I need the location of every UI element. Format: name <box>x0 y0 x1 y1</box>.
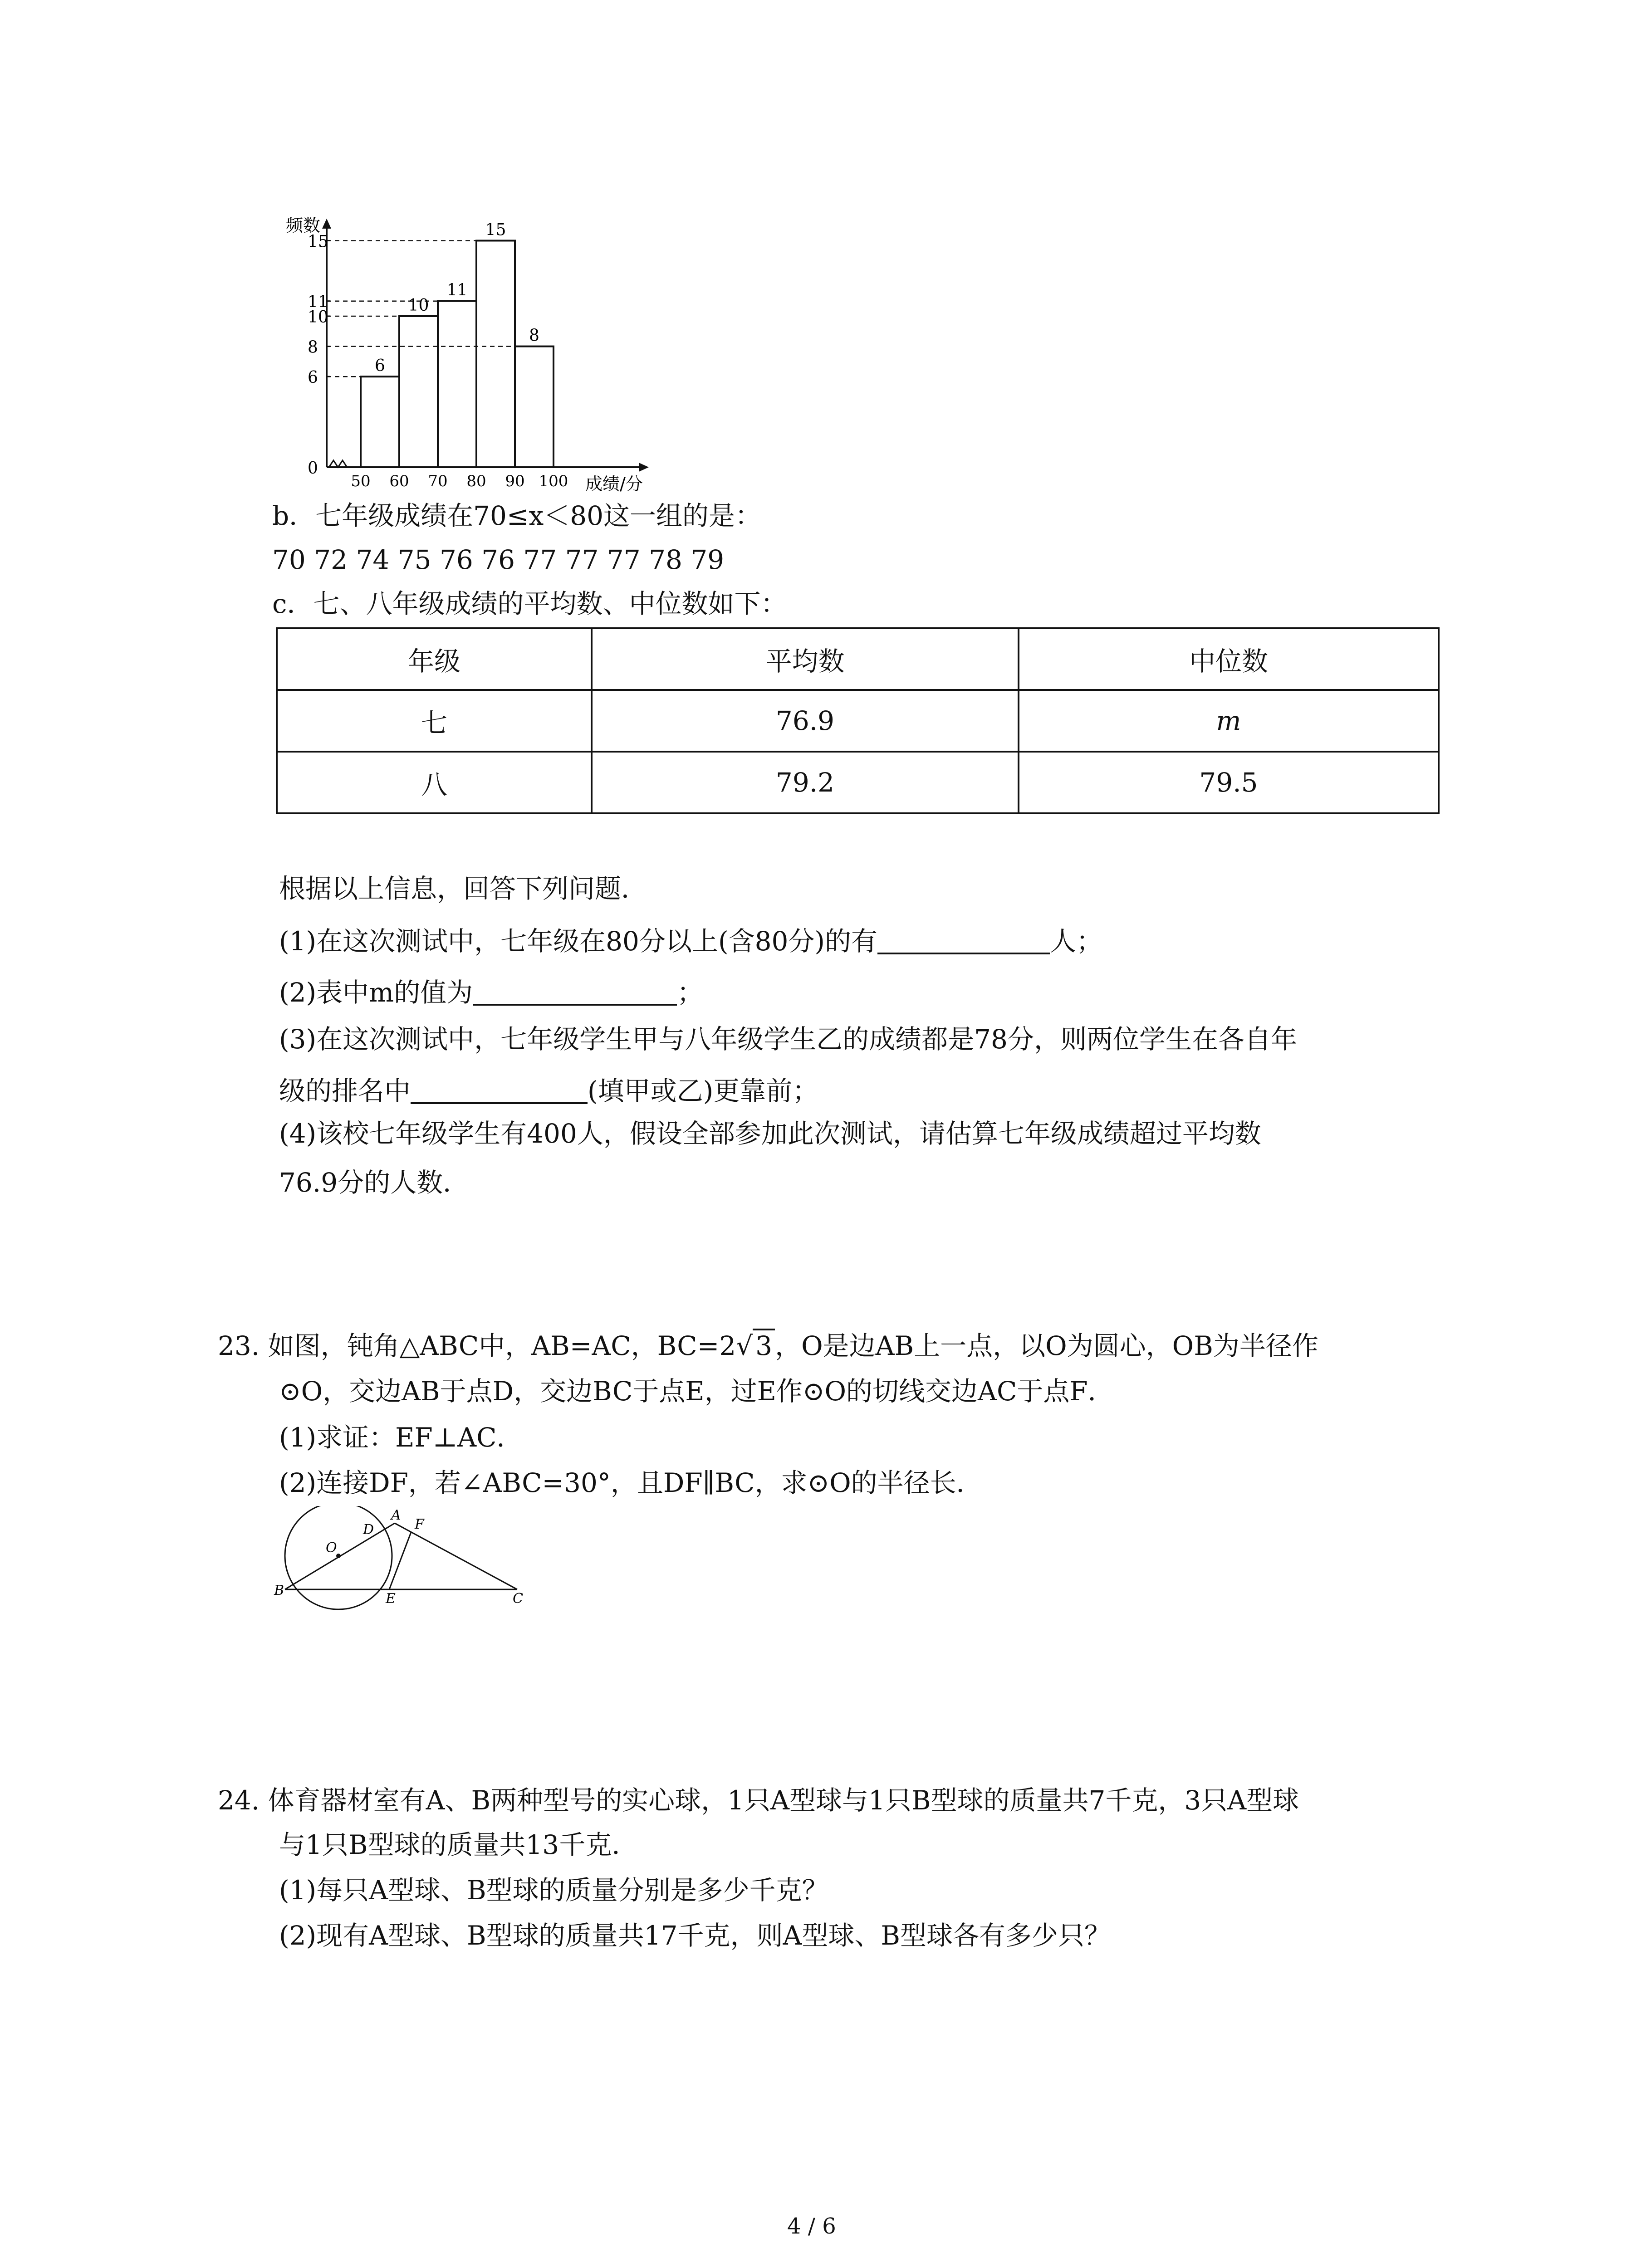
table-cell: 76.9 <box>592 690 1019 752</box>
segment-ef <box>389 1532 411 1589</box>
label-b: B <box>274 1583 284 1598</box>
page-number: 4 / 6 <box>787 2214 836 2239</box>
sqrt-symbol: √ 3 <box>736 1333 775 1359</box>
table-row <box>277 752 1439 813</box>
y-axis-label: 频数 <box>286 215 321 235</box>
table-header-row <box>277 628 1439 690</box>
table-header: 年级 <box>277 628 592 690</box>
axis-break <box>329 460 347 467</box>
y-axis-arrow <box>322 219 331 229</box>
y-tick-label: 0 <box>308 459 318 478</box>
q23-line4: (2)连接DF，若∠ABC=30°，且DF∥BC，求⊙O的半径长． <box>279 1467 983 1498</box>
q22-part3: (3)在这次测试中，七年级学生甲与八年级学生乙的成绩都是78分，则两位学生在各自年 <box>279 1024 1297 1055</box>
y-tick-label: 6 <box>308 368 318 387</box>
q23-text-b: ，O是边AB上一点，以O为圆心，OB为半径作 <box>775 1330 1318 1361</box>
q23-text-a: 23. 如图，钝角△ABC中，AB=AC，BC=2 <box>218 1330 736 1361</box>
label-o: O <box>326 1540 337 1556</box>
histogram-bar <box>361 376 399 467</box>
table-cell: m <box>1019 690 1439 752</box>
table-cell: 七 <box>277 690 592 752</box>
bar-value-label: 10 <box>408 296 429 315</box>
stats-table <box>276 627 1440 814</box>
section-b-scores: 70 72 74 75 76 76 77 77 77 78 79 <box>272 544 725 575</box>
answer-blank-2[interactable] <box>473 978 677 1006</box>
answer-blank-1[interactable] <box>877 926 1050 954</box>
histogram-bar <box>438 301 476 467</box>
q22-intro: 根据以上信息，回答下列问题． <box>279 873 648 904</box>
y-tick-label: 8 <box>308 338 318 357</box>
bar-value-label: 6 <box>375 357 385 376</box>
histogram-bar <box>515 347 554 467</box>
q22-part3-prefix: 级的排名中 <box>279 1075 411 1106</box>
y-tick-label: 15 <box>308 232 328 251</box>
histogram-bar <box>476 241 515 468</box>
x-tick-label: 70 <box>428 472 448 490</box>
q22-part1-suffix: 人； <box>1050 926 1103 957</box>
q22-part3-suffix: (填甲或乙)更靠前； <box>588 1075 819 1106</box>
section-b-text: b．七年级成绩在70≤x＜80这一组的是： <box>272 500 762 531</box>
geometry-figure <box>272 1506 535 1619</box>
x-tick-label: 80 <box>466 472 486 490</box>
q22-part1-text: (1)在这次测试中，七年级在80分以上(含80分)的有 <box>279 926 878 957</box>
label-e: E <box>386 1591 396 1607</box>
bar-value-label: 8 <box>529 326 539 345</box>
q24-line1: 24. 体育器材室有A、B两种型号的实心球，1只A型球与1只B型球的质量共7千克，3只A型球 <box>218 1785 1299 1816</box>
label-c: C <box>513 1591 523 1607</box>
label-d: D <box>363 1522 374 1538</box>
sqrt-radicand: 3 <box>753 1329 775 1361</box>
q22-part4-cont: 76.9分的人数． <box>279 1167 470 1198</box>
q22-part1 <box>279 926 1103 957</box>
q24-line4: (2)现有A型球、B型球的质量共17千克，则A型球、B型球各有多少只？ <box>279 1920 1111 1951</box>
label-f: F <box>415 1516 424 1532</box>
histogram-bar <box>399 316 438 467</box>
answer-blank-3[interactable] <box>411 1076 588 1104</box>
segment-ac <box>395 1523 517 1589</box>
label-a: A <box>391 1507 401 1523</box>
table-row <box>277 690 1439 752</box>
x-axis-arrow <box>639 463 649 472</box>
table-header: 中位数 <box>1019 628 1439 690</box>
q23-line1 <box>218 1330 1318 1361</box>
histogram <box>272 213 681 494</box>
x-axis-label: 成绩/分 <box>585 474 643 494</box>
q22-part4: (4)该校七年级学生有400人，假设全部参加此次测试，请估算七年级成绩超过平均数 <box>279 1118 1261 1149</box>
section-c-text: c．七、八年级成绩的平均数、中位数如下： <box>272 588 787 619</box>
x-tick-label: 60 <box>389 472 409 490</box>
y-tick-label: 10 <box>308 308 328 327</box>
table-cell: 79.2 <box>592 752 1019 813</box>
y-tick-label: 11 <box>308 293 328 312</box>
table-header: 平均数 <box>592 628 1019 690</box>
table-cell: 八 <box>277 752 592 813</box>
q24-line3: (1)每只A型球、B型球的质量分别是多少千克？ <box>279 1875 828 1906</box>
q22-part2-text: (2)表中m的值为 <box>279 977 473 1008</box>
q22-part3-cont <box>279 1076 818 1104</box>
bar-value-label: 15 <box>485 220 506 240</box>
q22-part2-suffix: ； <box>677 977 704 1008</box>
q24-line2: 与1只B型球的质量共13千克． <box>279 1829 638 1860</box>
table-cell: 79.5 <box>1019 752 1439 813</box>
q23-line3: (1)求证：EF⊥AC． <box>279 1422 523 1453</box>
x-tick-label: 50 <box>351 472 371 490</box>
q23-line2: ⊙O，交边AB于点D，交边BC于点E，过E作⊙O的切线交边AC于点F． <box>279 1376 1114 1407</box>
x-tick-label: 100 <box>539 472 568 490</box>
q22-part2 <box>279 978 703 1006</box>
x-tick-label: 90 <box>505 472 525 490</box>
bar-value-label: 11 <box>446 281 468 300</box>
